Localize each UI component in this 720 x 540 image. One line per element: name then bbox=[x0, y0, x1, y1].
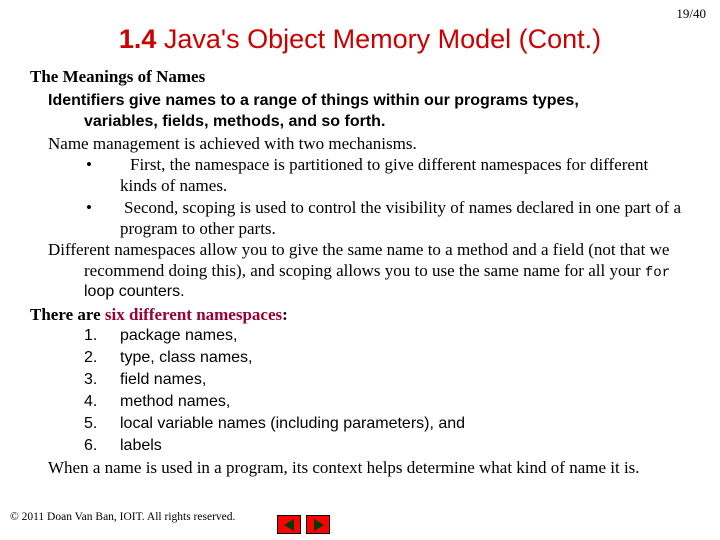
namespaces-text-line-1: Different namespaces allow you to give the same name to a method and a field (not that we bbox=[48, 240, 670, 259]
list-item-number: 5. bbox=[84, 415, 98, 432]
list-item-number: 6. bbox=[84, 437, 98, 454]
section-heading: The Meanings of Names bbox=[30, 67, 206, 86]
list-item: type, class names, bbox=[120, 349, 253, 366]
namespaces-text-line-3: loop counters. bbox=[84, 283, 185, 300]
bullet-icon: • bbox=[86, 198, 92, 217]
for-keyword: for bbox=[644, 265, 671, 281]
list-item: labels bbox=[120, 437, 162, 454]
list-item: method names, bbox=[120, 393, 231, 410]
bullet-1-line-1: First, the namespace is partitioned to give different namespaces for different bbox=[130, 155, 649, 174]
name-management-text: Name management is achieved with two mechanisms. bbox=[48, 134, 417, 153]
there-are-line bbox=[30, 305, 288, 325]
arrow-left-icon bbox=[284, 519, 294, 531]
title-text: Java's Object Memory Model (Cont.) bbox=[156, 24, 602, 54]
closing-text: When a name is used in a program, its context helps determine what kind of name it is. bbox=[48, 458, 640, 477]
previous-slide-button[interactable] bbox=[277, 515, 301, 534]
bullet-2-line-2: program to other parts. bbox=[120, 219, 276, 238]
next-slide-button[interactable] bbox=[306, 515, 330, 534]
bullet-2-line-1: Second, scoping is used to control the visibility of names declared in one part of a bbox=[124, 198, 682, 217]
namespaces-text-line-2 bbox=[84, 261, 670, 281]
colon-text: : bbox=[282, 305, 288, 324]
identifiers-line-1: Identifiers give names to a range of things within our programs types, bbox=[48, 92, 579, 109]
list-item: local variable names (including parameters), and bbox=[120, 415, 466, 432]
page-number: 19/40 bbox=[676, 6, 706, 21]
list-item: package names, bbox=[120, 327, 238, 344]
title-number: 1.4 bbox=[118, 24, 157, 54]
list-item: field names, bbox=[120, 371, 207, 388]
copyright-footer: © 2011 Doan Van Ban, IOIT. All rights reserved. bbox=[10, 511, 236, 523]
identifiers-line-2: variables, fields, methods, and so forth. bbox=[84, 113, 386, 130]
list-item-number: 3. bbox=[84, 371, 98, 388]
list-item-number: 4. bbox=[84, 393, 98, 410]
six-namespaces-highlight: six different namespaces bbox=[104, 305, 283, 324]
bullet-icon: • bbox=[86, 155, 92, 174]
arrow-right-icon bbox=[314, 519, 324, 531]
namespaces-text-line-2-body: recommend doing this), and scoping allows you to use the same name for all your bbox=[84, 261, 645, 280]
list-item-number: 2. bbox=[84, 349, 98, 366]
list-item-number: 1. bbox=[84, 327, 98, 344]
bullet-1-line-2: kinds of names. bbox=[120, 176, 228, 195]
there-are-text: There are bbox=[30, 305, 105, 324]
slide-title bbox=[0, 24, 720, 55]
